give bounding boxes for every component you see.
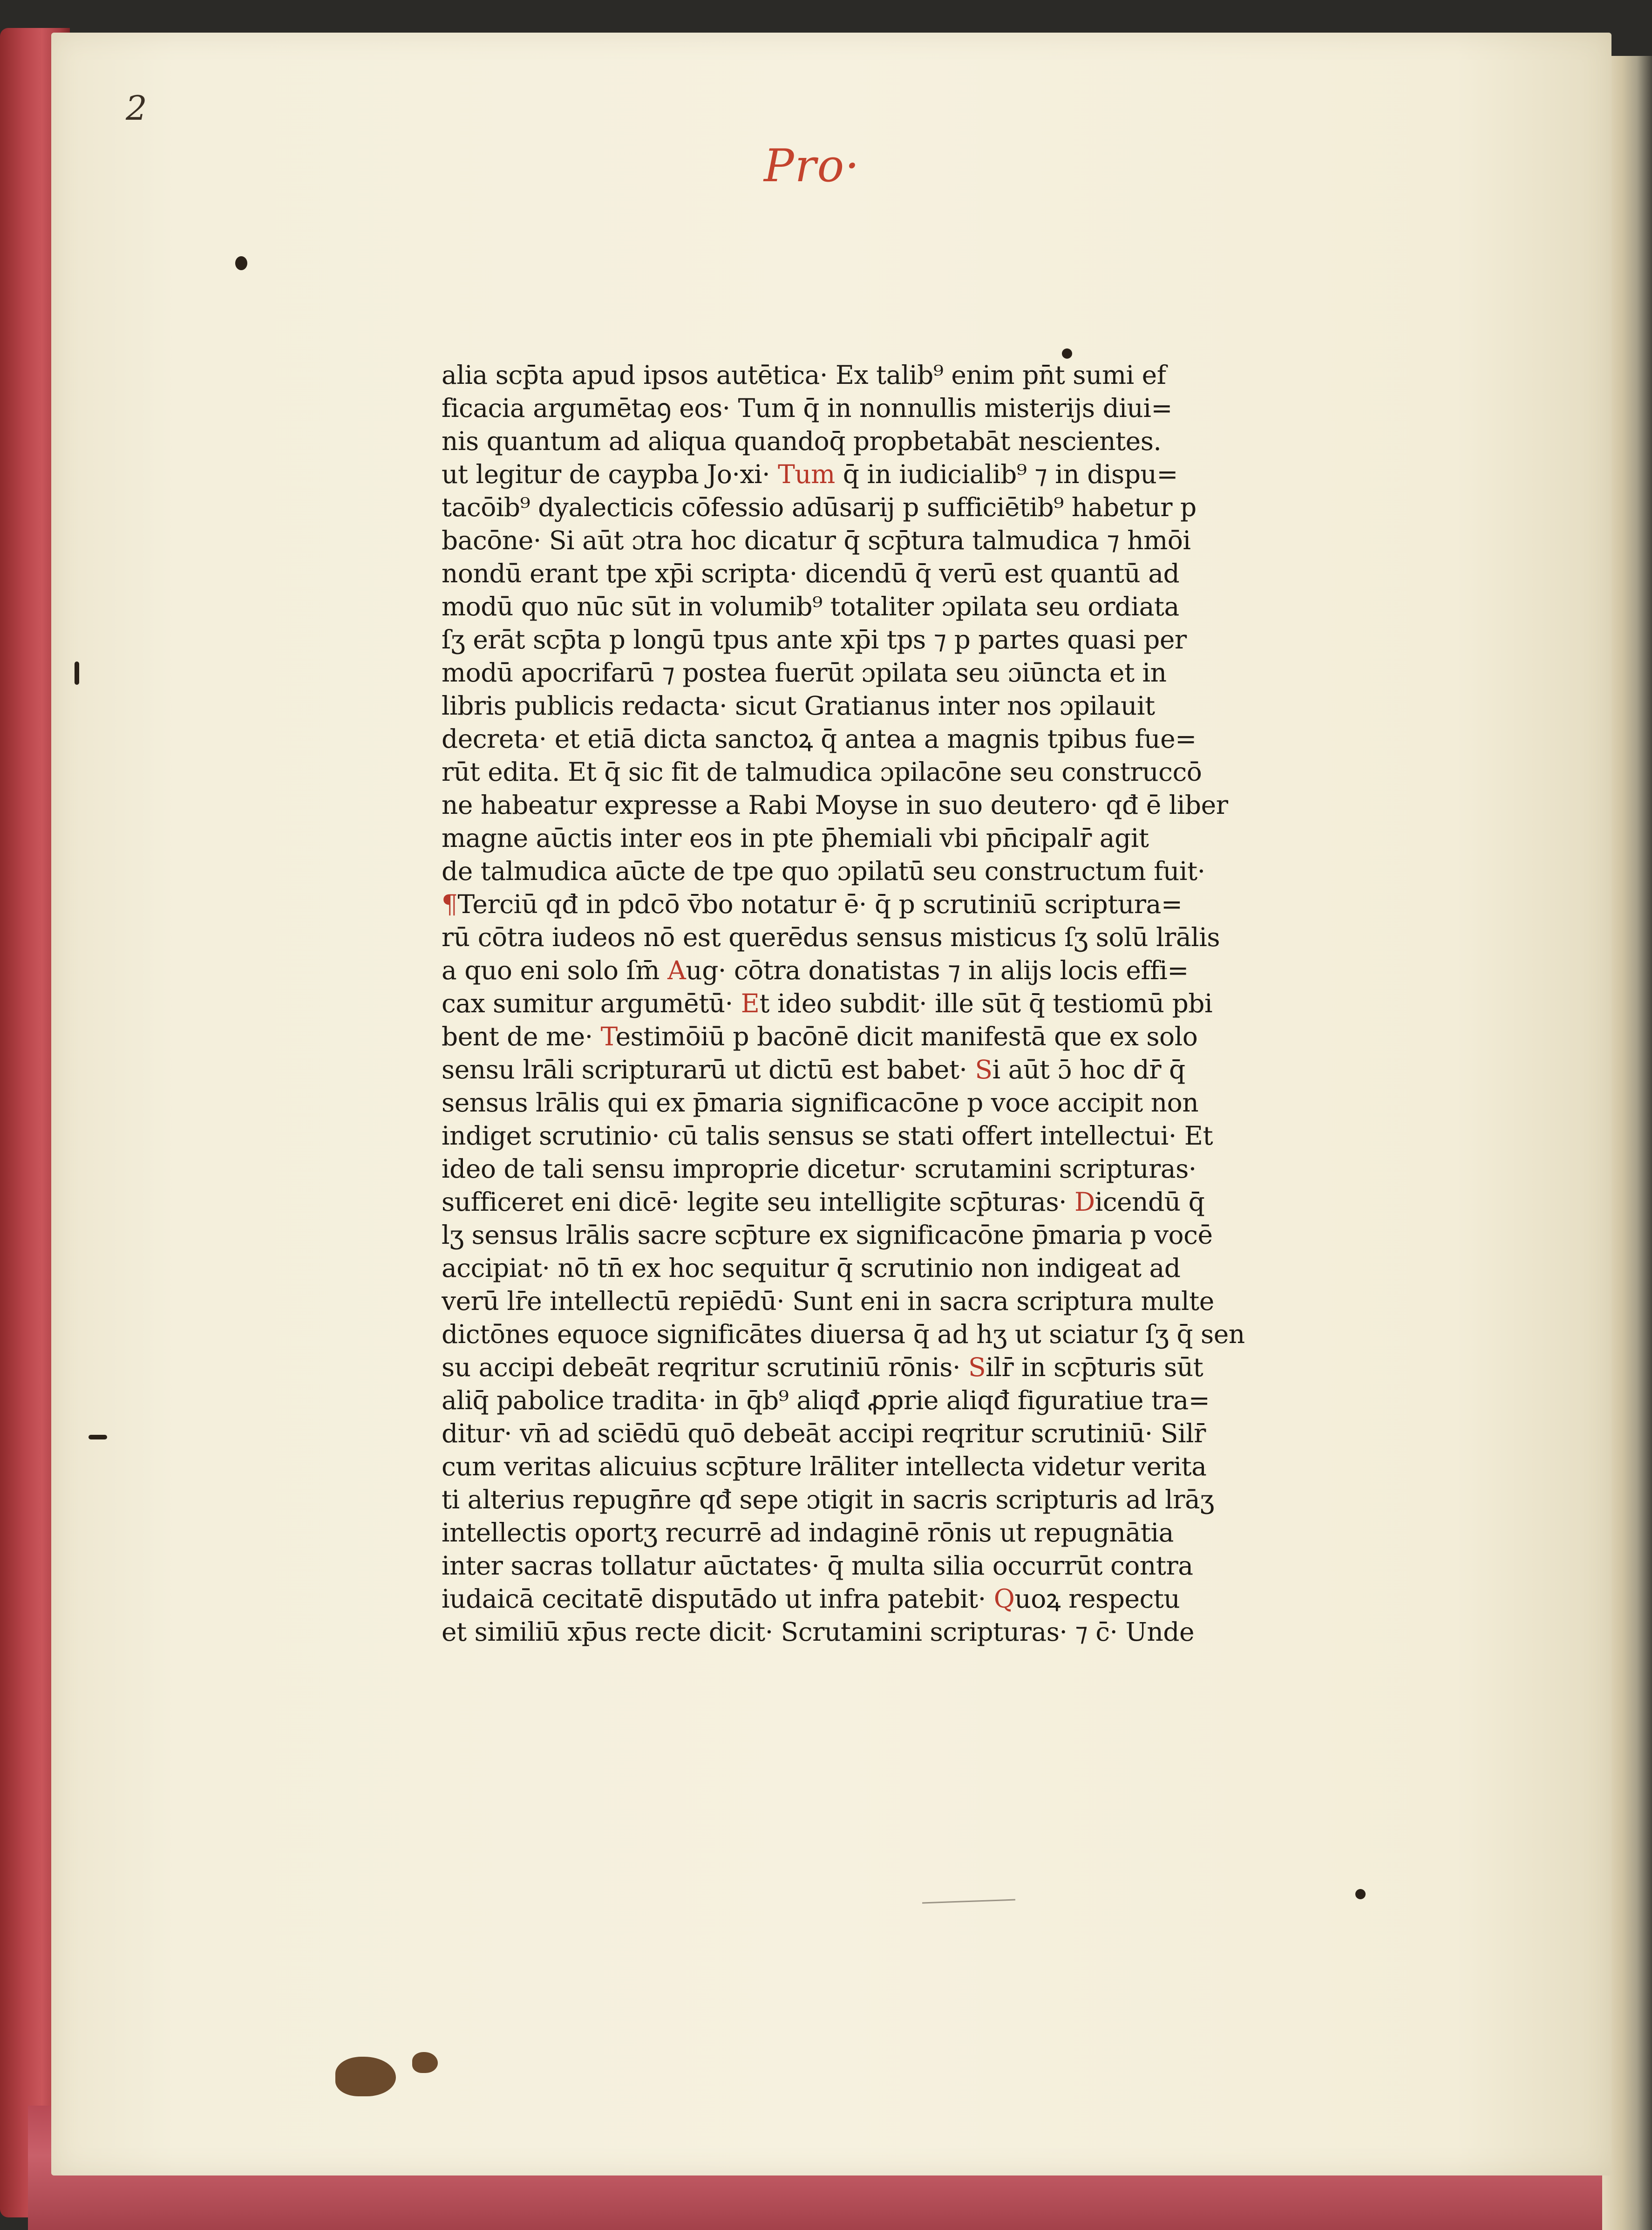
text-line bbox=[442, 1020, 1294, 1053]
text-segment: aliq̄ pabolice tradita· in q̄b⁹ aliqđ ꝓprie aliqđ figuratiue tra= bbox=[442, 1385, 1210, 1415]
text-line bbox=[442, 623, 1294, 656]
ink-speck bbox=[75, 661, 79, 685]
text-segment: sensus lrālis qui ex p̄maria significacōne p voce accipit non bbox=[442, 1088, 1199, 1118]
worm-stain bbox=[335, 2057, 396, 2096]
text-line bbox=[442, 888, 1294, 921]
text-segment: ne habeatur expresse a Rabi Moyse in suo deutero· qđ ē liber bbox=[442, 790, 1228, 820]
rubricated-initial: S bbox=[968, 1352, 986, 1382]
text-segment: libris publicis redacta· sicut Gratianus inter nos ɔpilauit bbox=[442, 691, 1155, 721]
text-line bbox=[442, 656, 1294, 689]
text-segment: cum veritas alicuius scp̄ture lrāliter intellecta videtur verita bbox=[442, 1452, 1207, 1481]
text-segment: ti alterius repugn̄re qđ sepe ɔtigit in sacris scripturis ad lrāʒ bbox=[442, 1485, 1214, 1514]
text-line bbox=[442, 1119, 1294, 1153]
text-segment: modū quo nūc sūt in volumib⁹ totaliter ɔpilata seu ordiata bbox=[442, 592, 1179, 621]
text-line bbox=[442, 458, 1294, 491]
incunable-text-block bbox=[442, 359, 1294, 1649]
ink-speck bbox=[1355, 1889, 1366, 1899]
text-line bbox=[442, 425, 1294, 458]
text-segment: tacōib⁹ dyalecticis cōfessio adūsarij p sufficiētib⁹ habetur p bbox=[442, 492, 1197, 522]
text-line bbox=[442, 1153, 1294, 1186]
text-segment: iudaicā cecitatē disputādo ut infra patebit· bbox=[442, 1584, 994, 1614]
text-segment: verū lr̄e intellectū repiēdū· Sunt eni in sacra scriptura multe bbox=[442, 1286, 1214, 1316]
text-segment: ſʒ erāt scp̄ta p longū tpus ante xp̄i tps ⁊ p partes quasi per bbox=[442, 625, 1187, 655]
text-segment: estimōiū p bacōnē dicit manifestā que ex solo bbox=[615, 1022, 1198, 1051]
text-segment: rūt edita. Et q̄ sic fit de talmudica ɔpilacōne seu construccō bbox=[442, 757, 1202, 787]
ink-speck bbox=[235, 256, 247, 270]
text-segment: modū apocrifarū ⁊ postea fuerūt ɔpilata seu ɔiūncta et in bbox=[442, 658, 1167, 688]
rubricated-initial: T bbox=[600, 1022, 616, 1051]
text-line bbox=[442, 689, 1294, 723]
text-line bbox=[442, 1483, 1294, 1516]
text-segment: rū cōtra iudeos nō est querēdus sensus misticus ſʒ solū lrālis bbox=[442, 922, 1220, 952]
text-line bbox=[442, 1252, 1294, 1285]
ink-speck bbox=[88, 1435, 107, 1439]
text-segment: uoꝝ respectu bbox=[1014, 1584, 1180, 1614]
text-line bbox=[442, 524, 1294, 557]
text-line bbox=[442, 1186, 1294, 1219]
rubricated-initial: A bbox=[667, 955, 686, 985]
text-line bbox=[442, 392, 1294, 425]
rubricated-initial: Q bbox=[993, 1584, 1015, 1614]
text-line bbox=[442, 723, 1294, 756]
rubricated-initial: E bbox=[741, 989, 760, 1018]
text-segment: nondū erant tpe xp̄i scripta· dicendū q̄ verū est quantū ad bbox=[442, 559, 1180, 588]
text-segment: ideo de tali sensu improprie dicetur· scrutamini scripturas· bbox=[442, 1154, 1197, 1184]
text-segment: decreta· et etiā dicta sanctoꝝ q̄ antea a magnis tpibus fue= bbox=[442, 724, 1197, 754]
text-line bbox=[442, 1384, 1294, 1417]
text-segment: Terciū qđ in pdcō v̄bo notatur ē· q̄ p scrutiniū scriptura= bbox=[457, 889, 1183, 919]
text-segment: ficacia argumētaꝯ eos· Tum q̄ in nonnullis misterijs diui= bbox=[442, 393, 1173, 423]
text-segment: cax sumitur argumētū· bbox=[442, 989, 741, 1018]
text-line bbox=[442, 954, 1294, 987]
text-segment: bacōne· Si aūt ɔtra hoc dicatur q̄ scp̄tura talmudica ⁊ hmōi bbox=[442, 525, 1191, 555]
text-segment: ditur· vn̄ ad sciēdū quō debeāt accipi reqritur scrutiniū· Silr̄ bbox=[442, 1418, 1206, 1448]
text-line bbox=[442, 359, 1294, 392]
text-segment: indiget scrutinio· cū talis sensus se stati offert intellectui· Et bbox=[442, 1121, 1213, 1151]
text-line bbox=[442, 1450, 1294, 1483]
text-line bbox=[442, 1616, 1294, 1649]
text-segment: icendū q̄ bbox=[1095, 1187, 1205, 1217]
text-segment: a quo eni solo ſm̄ bbox=[442, 955, 668, 985]
text-segment: su accipi debeāt reqritur scrutiniū rōnis· bbox=[442, 1352, 968, 1382]
text-line bbox=[442, 1582, 1294, 1616]
text-line bbox=[442, 1351, 1294, 1384]
text-segment: et similiū xp̄us recte dicit· Scrutamini scripturas· ⁊ c̄· Unde bbox=[442, 1617, 1195, 1647]
text-segment: ilr̄ in scp̄turis sūt bbox=[986, 1352, 1203, 1382]
text-segment: dictōnes equoce significātes diuersa q̄ ad hʒ ut sciatur ſʒ q̄ sen bbox=[442, 1319, 1245, 1349]
text-line bbox=[442, 1285, 1294, 1318]
rubricated-initial: ¶ bbox=[442, 889, 458, 919]
text-segment: bent de me· bbox=[442, 1022, 601, 1051]
text-segment: nis quantum ad aliqua quandoq̄ propbetabāt nescientes. bbox=[442, 426, 1162, 456]
text-line bbox=[442, 822, 1294, 855]
text-line bbox=[442, 491, 1294, 524]
text-line bbox=[442, 756, 1294, 789]
text-line bbox=[442, 1219, 1294, 1252]
folio-number: 2 bbox=[126, 89, 147, 128]
text-line bbox=[442, 855, 1294, 888]
text-segment: lʒ sensus lrālis sacre scp̄ture ex significacōne p̄maria p vocē bbox=[442, 1220, 1213, 1250]
text-segment: sufficeret eni dicē· legite seu intelligite scp̄turas· bbox=[442, 1187, 1075, 1217]
worm-stain bbox=[412, 2052, 438, 2073]
text-segment: ut legitur de caypba Jo·xi· bbox=[442, 459, 778, 489]
rubricated-initial: S bbox=[975, 1055, 993, 1084]
ink-speck bbox=[1062, 348, 1072, 359]
text-segment: magne aūctis inter eos in pte p̄hemiali vbi pn̄cipalr̄ agit bbox=[442, 823, 1149, 853]
running-head: Pro· bbox=[764, 140, 860, 192]
text-line bbox=[442, 1516, 1294, 1549]
text-segment: t ideo subdit· ille sūt q̄ testiomū pbi bbox=[759, 989, 1213, 1018]
text-segment: alia scp̄ta apud ipsos autētica· Ex talib⁹ enim pn̄t sumi ef bbox=[442, 360, 1166, 390]
text-segment: sensu lrāli scripturarū ut dictū est babet· bbox=[442, 1055, 975, 1084]
text-line bbox=[442, 557, 1294, 590]
rubricated-initial: Tum bbox=[778, 459, 835, 489]
text-line bbox=[442, 987, 1294, 1020]
text-line bbox=[442, 1318, 1294, 1351]
text-line bbox=[442, 1086, 1294, 1119]
text-line bbox=[442, 590, 1294, 623]
text-segment: q̄ in iudicialib⁹ ⁊ in dispu= bbox=[835, 459, 1178, 489]
text-segment: intellectis oportʒ recurrē ad indaginē rōnis ut repugnātia bbox=[442, 1518, 1174, 1548]
text-line bbox=[442, 1053, 1294, 1086]
text-line bbox=[442, 1417, 1294, 1450]
text-segment: de talmudica aūcte de tpe quo ɔpilatū seu constructum fuit· bbox=[442, 856, 1205, 886]
text-line bbox=[442, 921, 1294, 954]
text-segment: inter sacras tollatur aūctates· q̄ multa silia occurrūt contra bbox=[442, 1551, 1193, 1581]
text-segment: ug· cōtra donatistas ⁊ in alijs locis effi= bbox=[686, 955, 1189, 985]
rubricated-initial: D bbox=[1074, 1187, 1095, 1217]
text-segment: accipiat· nō tn̄ ex hoc sequitur q̄ scrutinio non indigeat ad bbox=[442, 1253, 1181, 1283]
text-line bbox=[442, 1549, 1294, 1582]
text-segment: i aūt ɔ̄ hoc dr̄ q̄ bbox=[992, 1055, 1185, 1084]
text-line bbox=[442, 789, 1294, 822]
